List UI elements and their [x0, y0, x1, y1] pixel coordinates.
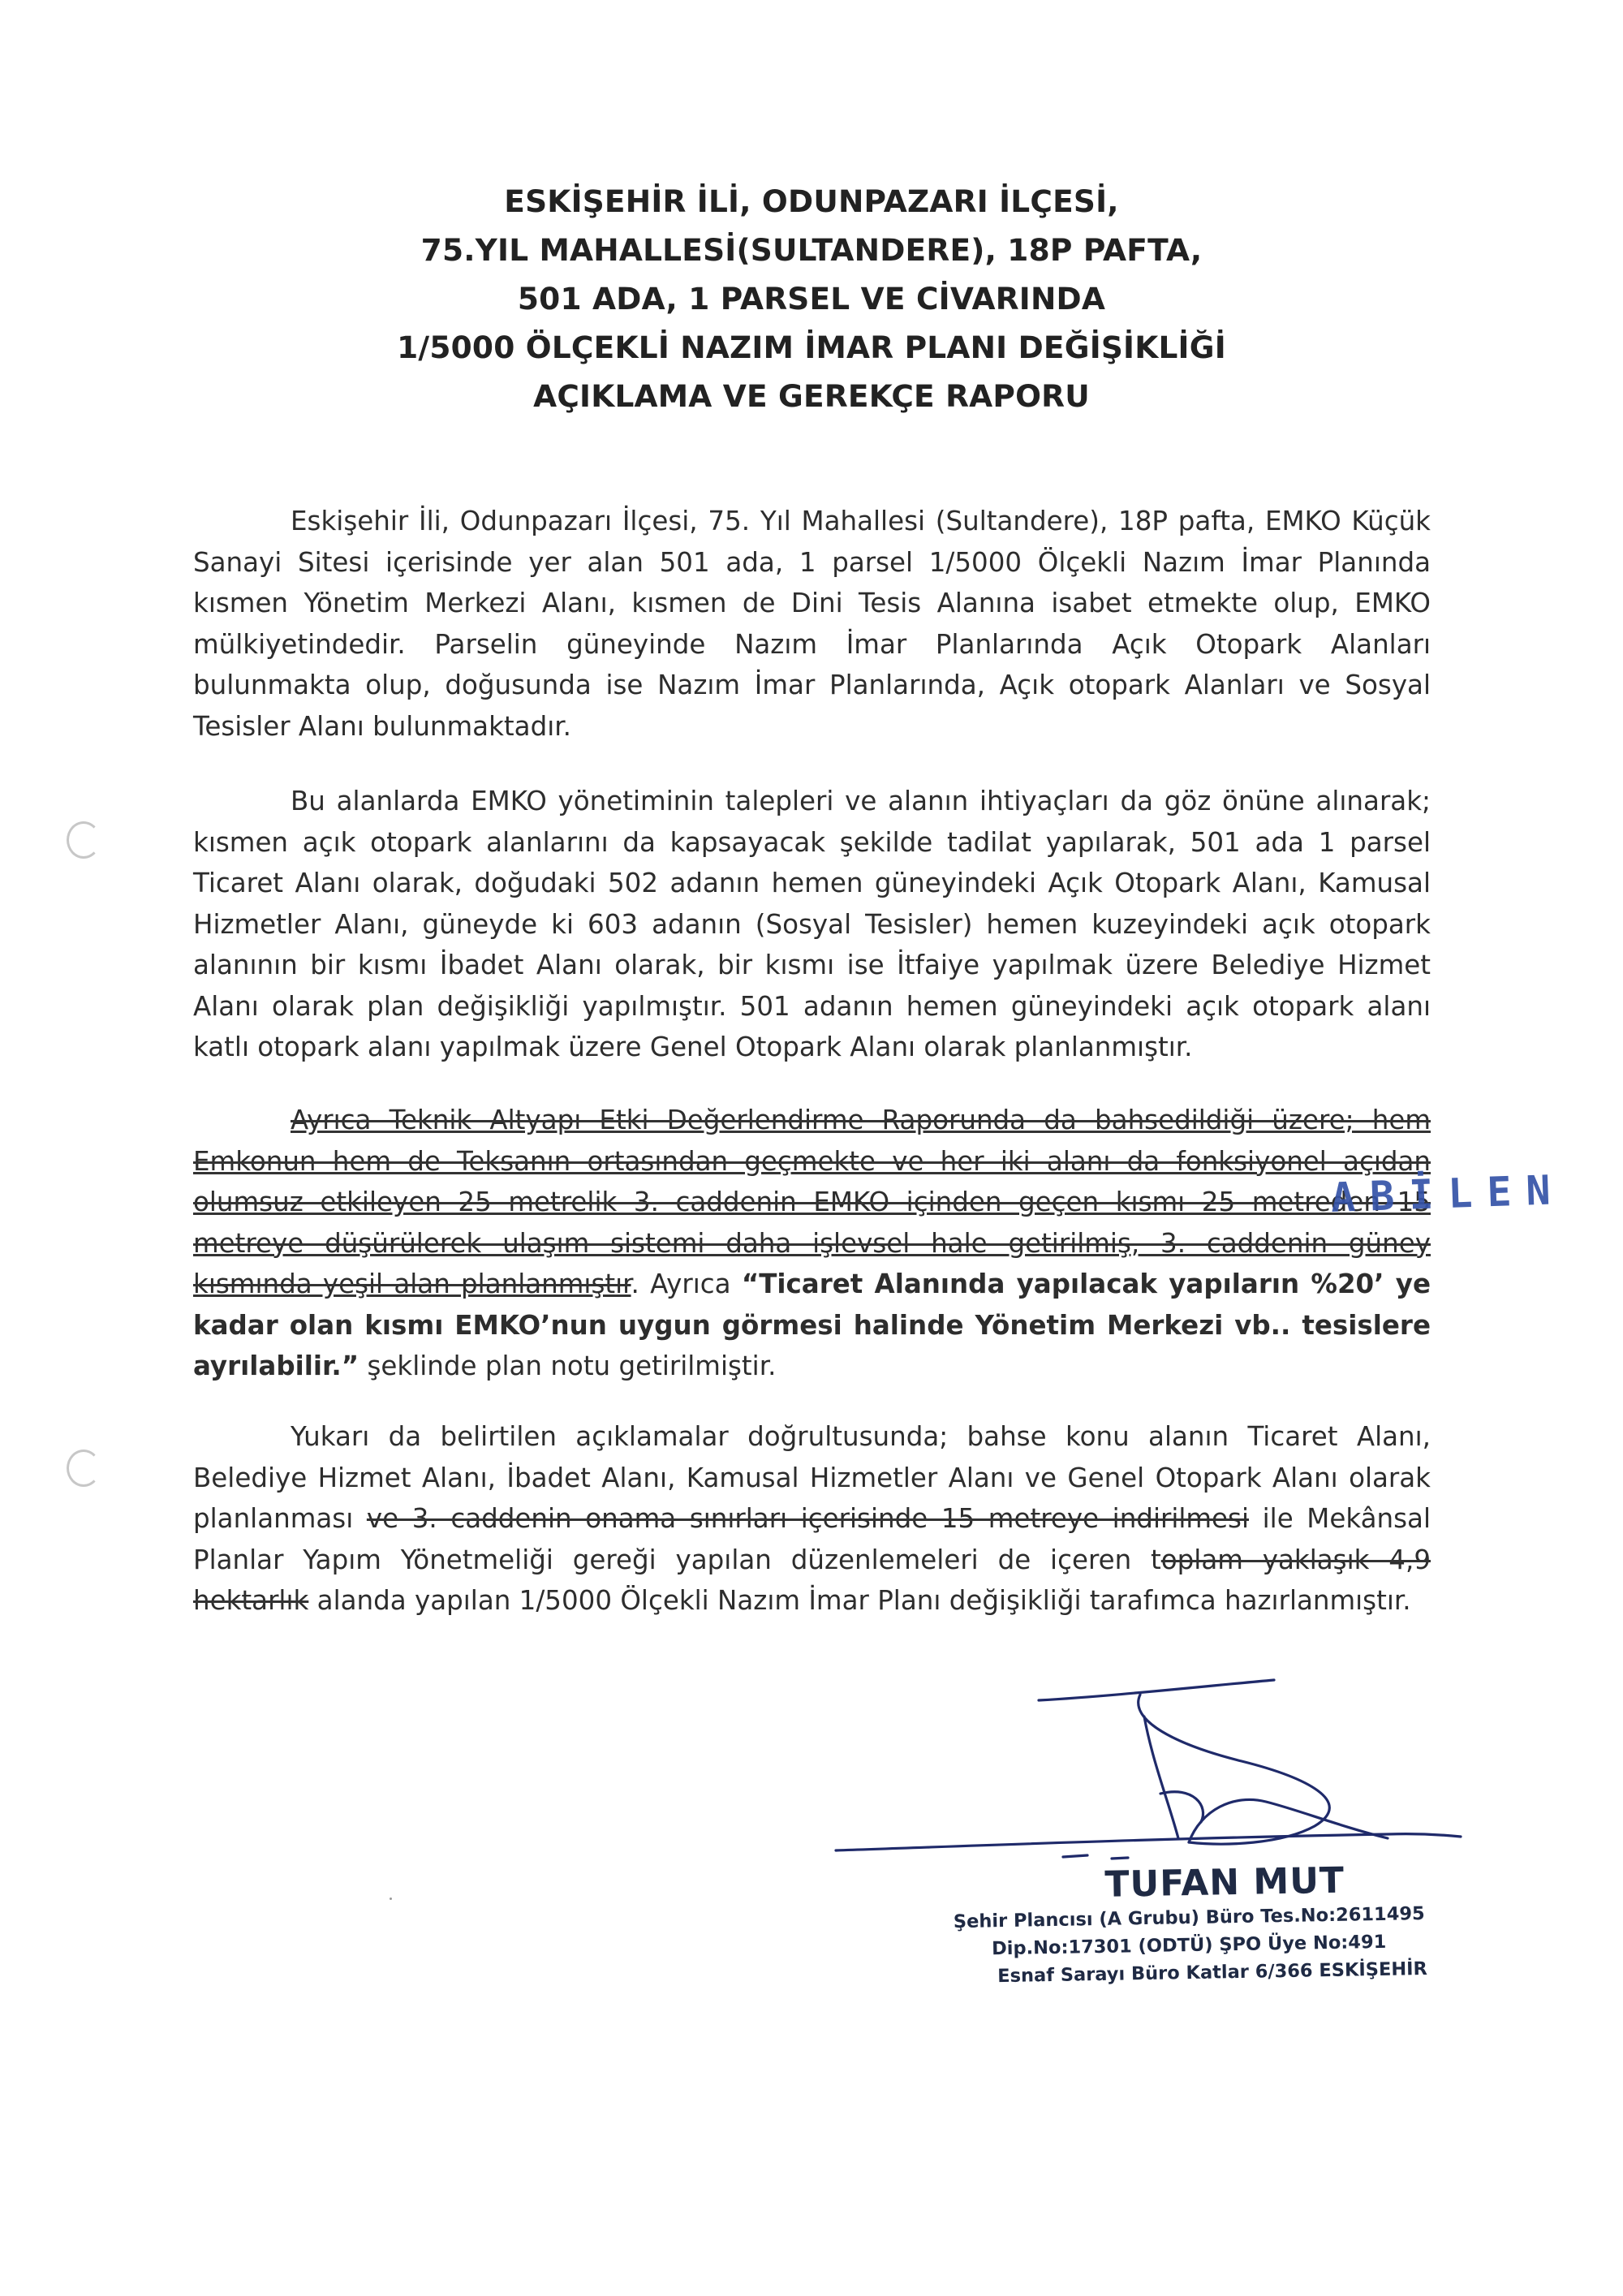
plan-note-quote: “Ticaret Alanında yapılacak yapıların %20’ ye kadar olan kısmı EMKO’nun uygun görmesi halinde Yönetim Merkezi vb.. tesislere ayrılabilir.” [193, 1269, 1431, 1381]
paragraph-text: ile Mekânsal Planlar Yapım Yönetmeliği gereği yapılan düzenlemeleri de içeren t [193, 1503, 1431, 1575]
punch-hole-mark [67, 821, 101, 859]
title-line-4: 1/5000 ÖLÇEKLİ NAZIM İMAR PLANI DEĞİŞİKLİĞİ [397, 330, 1226, 365]
report-title [0, 177, 1623, 420]
struck-text-area: oplam yaklaşık 4,9 hektarlık [193, 1544, 1431, 1616]
title-line-2: 75.YIL MAHALLESİ(SULTANDERE), 18P PAFTA, [420, 232, 1203, 268]
punch-hole-mark [67, 1450, 101, 1487]
signer-name: TUFAN MUT [1104, 1859, 1345, 1906]
paragraph-text: . Ayrıca [631, 1269, 742, 1299]
paragraph-text: Yukarı da belirtilen açıklamalar doğrultusunda; bahse konu alanın Ticaret Alanı, Belediye Hizmet Alanı, İbadet Alanı, Kamusal Hizmetler Alanı ve Genel Otopark Alanı olarak planlanması [193, 1421, 1431, 1534]
paragraph-location: Eskişehir İli, Odunpazarı İlçesi, 75. Yıl Mahallesi (Sultandere), 18P pafta, EMKO Küçük Sanayi Sitesi içerisinde yer alan 501 ada, 1 parsel 1/5000 Ölçekli Nazım İmar Planında kısmen Yönetim Merkezi Alanı, kısmen de Dini Tesis Alanına isabet etmekte olup, EMKO mülkiyetindedir. Parselin güneyinde Nazım İmar Planlarında Açık Otopark Alanları bulunmakta olup, doğusunda ise Nazım İmar Planlarında, Açık otopark Alanları ve Sosyal Tesisler Alanı bulunmaktadır. [193, 506, 1431, 742]
paragraph-text: alanda yapılan 1/5000 Ölçekli Nazım İmar Planı değişikliği tarafımca hazırlanmıştır. [308, 1585, 1411, 1616]
struck-text-road-width: ve 3. caddenin onama sınırları içerisinde 15 metreye indirilmesi [366, 1503, 1250, 1534]
scan-speck [390, 1898, 392, 1900]
paragraph-conclusion [193, 1416, 1431, 1622]
stamp-fragment: ABİLEN [1330, 1165, 1566, 1222]
signer-title: Şehir Plancısı (A Grubu) Büro Tes.No:2611495 [953, 1902, 1426, 1933]
title-line-5: AÇIKLAMA VE GEREKÇE RAPORU [533, 378, 1090, 414]
signature-block [953, 1859, 1431, 1991]
handwritten-signature [820, 1672, 1469, 1883]
signer-address: Esnaf Sarayı Büro Katlar 6/366 ESKİŞEHİR [997, 1958, 1428, 1988]
title-line-1: ESKİŞEHİR İLİ, ODUNPAZARI İLÇESİ, [504, 183, 1119, 219]
signer-diploma: Dip.No:17301 (ODTÜ) ŞPO Üye No:491 [992, 1931, 1387, 1960]
title-line-3: 501 ADA, 1 PARSEL VE CİVARINDA [517, 281, 1106, 317]
paragraph-plan-note [193, 1100, 1431, 1387]
paragraph-text: şeklinde plan notu getirilmiştir. [359, 1350, 777, 1381]
struck-text-road: Ayrıca Teknik Altyapı Etki Değerlendirme Raporunda da bahsedildiği üzere; hem Emkonun hem de Teksanın ortasından geçmekte ve her iki alanı da fonksiyonel açıdan olumsuz etkileyen 25 metrelik 3. caddenin EMKO içinden geçen kısmı 25 metreden 15 metreye düşürülerek ulaşım sistemi daha işlevsel hale getirilmiş, 3. caddenin güney kısmında yeşil alan planlanmıştır [193, 1105, 1431, 1299]
paragraph-changes: Bu alanlarda EMKO yönetiminin talepleri ve alanın ihtiyaçları da göz önüne alınarak; kısmen açık otopark alanlarını da kapsayacak şekilde tadilat yapılarak, 501 ada 1 parsel Ticaret Alanı olarak, doğudaki 502 adanın hemen güneyindeki Açık Otopark Alanı, Kamusal Hizmetler Alanı, güneyde ki 603 adanın (Sosyal Tesisler) hemen kuzeyindeki açık otopark alanının bir kısmı İbadet Alanı olarak, bir kısmı ise İtfaiye yapılmak üzere Belediye Hizmet Alanı olarak plan değişikliği yapılmıştır. 501 adanın hemen güneyindeki açık otopark alanı katlı otopark alanı yapılmak üzere Genel Otopark Alanı olarak planlanmıştır. [193, 786, 1431, 1062]
